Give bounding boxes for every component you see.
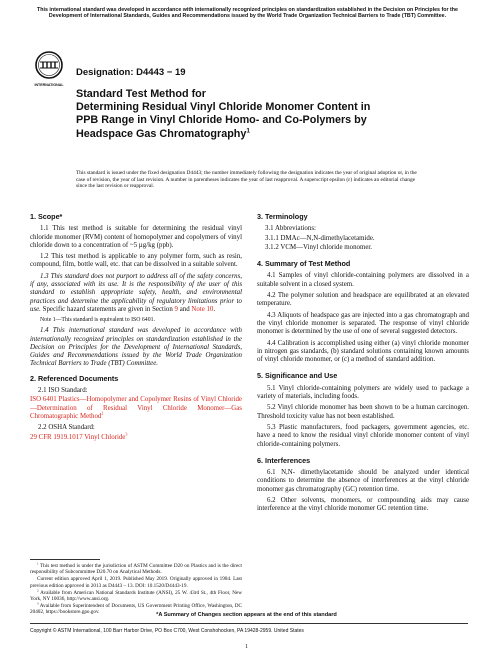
abbreviations-heading: 3.1 Abbreviations: — [265, 225, 316, 233]
paragraph-4-3: 4.3 Aliquots of headspace gas are injected into a gas chromatograph and the vinyl chloride monomer is separated. The response of vinyl chloride monomer is determined by the use of one of several suggested detectors. — [257, 311, 469, 336]
title-line: Determining Residual Vinyl Chloride Monomer Content in — [76, 101, 371, 114]
title-line — [76, 128, 406, 141]
and-text: and — [179, 305, 190, 313]
iso-6401-link[interactable] — [30, 396, 242, 421]
osha-standard-heading: 2.2 OSHA Standard: — [38, 424, 95, 432]
left-column — [30, 213, 242, 442]
term-vcm: 3.1.2 VCM—Vinyl chloride monomer. — [265, 243, 373, 251]
footnote-1: $^1$ This test method is under the jurisdiction of ASTM Committee D20 on Plastics and is the direct responsibility of Subcommittee D20.70 on Analytical Methods. — [30, 561, 242, 576]
paragraph-4-4: 4.4 Calibration is accomplished using either (a) vinyl chloride monomer in nitrogen gas standards, (b) standard solutions containing known amounts of vinyl chloride monomer, or (c) a method of standard addition. — [257, 339, 469, 364]
paragraph-5-2: 5.2 Vinyl chloride monomer has been shown to be a human carcinogen. Threshold toxicity value has not been established. — [257, 404, 469, 420]
footnotes — [30, 563, 242, 617]
note-1: Note 1—This standard is equivalent to ISO 6401. — [40, 317, 155, 324]
section-heading-summary: 4. Summary of Test Method — [257, 259, 351, 269]
title-line-text: Headspace Gas Chromatography — [76, 127, 247, 140]
footnote-ref[interactable]: 3 — [125, 431, 128, 437]
section-heading-significance: 5. Significance and Use — [257, 371, 338, 381]
iso-standard-heading: 2.1 ISO Standard: — [38, 387, 88, 395]
title-line: Standard Test Method for — [76, 88, 206, 100]
paragraph-5-3: 5.3 Plastic manufacturers, food packagers, government agencies, etc. have a need to know the residual vinyl chloride monomer content of vinyl chloride-containing polymers. — [257, 423, 469, 448]
footnote-ref[interactable]: 1 — [246, 127, 251, 135]
osha-text[interactable]: 29 CFR 1919.1017 Vinyl Chloride — [30, 433, 126, 441]
term-dmac: 3.1.1 DMAc—N,N-dimethylacetamide. — [265, 234, 375, 242]
footnote-3: $^3$ Available from Superintendent of Documents, US Government Printing Office, Washington, DC 20402, https://bookstore.gpo.gov. — [30, 601, 243, 616]
paragraph-1-1: 1.1 This test method is suitable for determining the residual vinyl chloride monomer (RVM) content of homopolymer and copolymers of vinyl chloride down to a concentration of ~5 µg/kg (ppb). — [30, 225, 242, 249]
right-column — [257, 213, 469, 517]
section-heading-scope: 1. Scope* — [30, 212, 63, 221]
paragraph-4-2: 4.2 The polymer solution and headspace are equilibrated at an elevated temperature. — [257, 292, 469, 308]
hazard-text: Specific hazard statements are given in Section — [42, 305, 173, 313]
wto-statement: 1.4 This international standard was developed in accordance with internationally recognized principles on standardization established in the Decision on Principles for the Development of International Standards, Guides and Recommendations issued by the World Trade Organization Technical Barriers to Trade (TBT) Committee. — [30, 327, 242, 368]
paragraph-1-2: 1.2 This test method is applicable to any polymer form, such as resin, compound, film, bottle wall, etc. that can be dissolved in a suitable solvent. — [30, 253, 242, 269]
paragraph-1-4 — [30, 327, 242, 368]
section-heading-referenced-documents: 2. Referenced Documents — [30, 373, 119, 383]
summary-of-changes-note: *A Summary of Changes section appears at the end of this standard — [156, 612, 337, 618]
safety-caveat: 1.3 This standard does not purport to address all of the safety concerns, if any, associated with its use. It is the responsibility of the user of this standard to establish appropriate safety, health, and environmental practices and determine the applicability of regulatory limitations prior to use. — [30, 272, 242, 313]
paragraph-4-1: 4.1 Samples of vinyl chloride-containing polymers are dissolved in a suitable solvent in a closed system. — [257, 272, 469, 288]
title-line: PPB Range in Vinyl Chloride Homo- and Co-Polymers by — [76, 114, 367, 127]
astm-logo — [34, 50, 64, 90]
designation: Designation: D4443 − 19 — [76, 67, 186, 78]
page-number: 1 — [245, 644, 248, 650]
iso-6401-text[interactable]: ISO 6401 Plastics—Homopolymer and Copolymer Resins of Vinyl Chloride—Determination of Residual Vinyl Chloride Monomer—Gas Chromatographic Method — [30, 396, 242, 420]
osha-link[interactable] — [30, 431, 242, 442]
wto-notice: This international standard was developed in accordance with internationally recognized principles on standardization established in the Decision on Principles for the Development of International Standards, Guides and Recommendations issued by the World Trade Organization Technical Barriers to Trade (TBT) Committee. — [37, 7, 458, 20]
footnote-divider — [30, 559, 100, 560]
bottom-divider — [30, 623, 468, 624]
footnote-3-text: Available from Superintendent of Documents, US Government Printing Office, Washington, DC 20402, https://bookstore.gpo.gov. — [30, 603, 243, 616]
logo-wordmark: INTERNATIONAL — [34, 83, 64, 87]
paragraph-5-1: 5.1 Vinyl chloride-containing polymers are widely used to package a variety of materials, including foods. — [257, 384, 469, 401]
paragraph-1-3: 1.3 This standard does not purport to address all of the safety concerns, if any, associated with its use. It is the responsibility of the user of this standard to establish appropriate safety, health, and environmental practices and determine the applicability of regulatory limitations prior to use. Specific hazard statements are given in Section 9 and Note 10. — [30, 272, 242, 313]
standard-title — [76, 88, 406, 141]
paragraph-6-1: 6.1 N,N- dimethylacetamide should be analyzed under identical conditions to determine the absence of interferences at the vinyl chloride monomer gas chromatography (GC) retention time. — [257, 469, 469, 493]
footnote-1-text: This test method is under the jurisdiction of ASTM Committee D20 on Plastics and is the direct responsibility of Subcommittee D20.70 on Analytical Methods. — [30, 563, 242, 576]
footnote-2: $^2$ Available from American National Standards Institute (ANSI), 25 W. 43rd St., 4th Floor, New York, NY 10036, http://www.ansi.org. — [30, 588, 243, 603]
footnote-ref[interactable]: 2 — [101, 410, 104, 416]
copyright-line: Copyright © ASTM International, 100 Barr Harbor Drive, PO Box C700, West Conshohocken, PA 19428-2959. United States — [30, 628, 304, 634]
note-10-link[interactable]: Note 10 — [191, 305, 214, 313]
section-heading-interferences: 6. Interferences — [257, 455, 311, 465]
issued-note: This standard is issued under the fixed designation D4443; the number immediately following the designation indicates the year of original adoption or, in the case of revision, the year of last revision. A number in parentheses indicates the year of last reapproval. A superscript epsilon (ε) indicates an editorial change since the last revision or reapproval. — [76, 170, 417, 190]
footnote-2-text: Available from American National Standards Institute (ANSI), 25 W. 43rd St., 4th Floor, New York, NY 10036, http://www.ansi.org. — [30, 589, 243, 603]
footnote-1-edition: Current edition approved April 1, 2019. Published May 2019. Originally approved in 1984. Last previous edition approved in 2013 as D4443 – 13. DOI: 10.1520/D4443-19. — [30, 576, 242, 589]
section-heading-terminology: 3. Terminology — [257, 212, 308, 221]
section-9-link[interactable]: 9 — [174, 305, 178, 313]
paragraph-6-2: 6.2 Other solvents, monomers, or compounding aids may cause interference at the vinyl chloride monomer GC retention time. — [257, 497, 469, 513]
